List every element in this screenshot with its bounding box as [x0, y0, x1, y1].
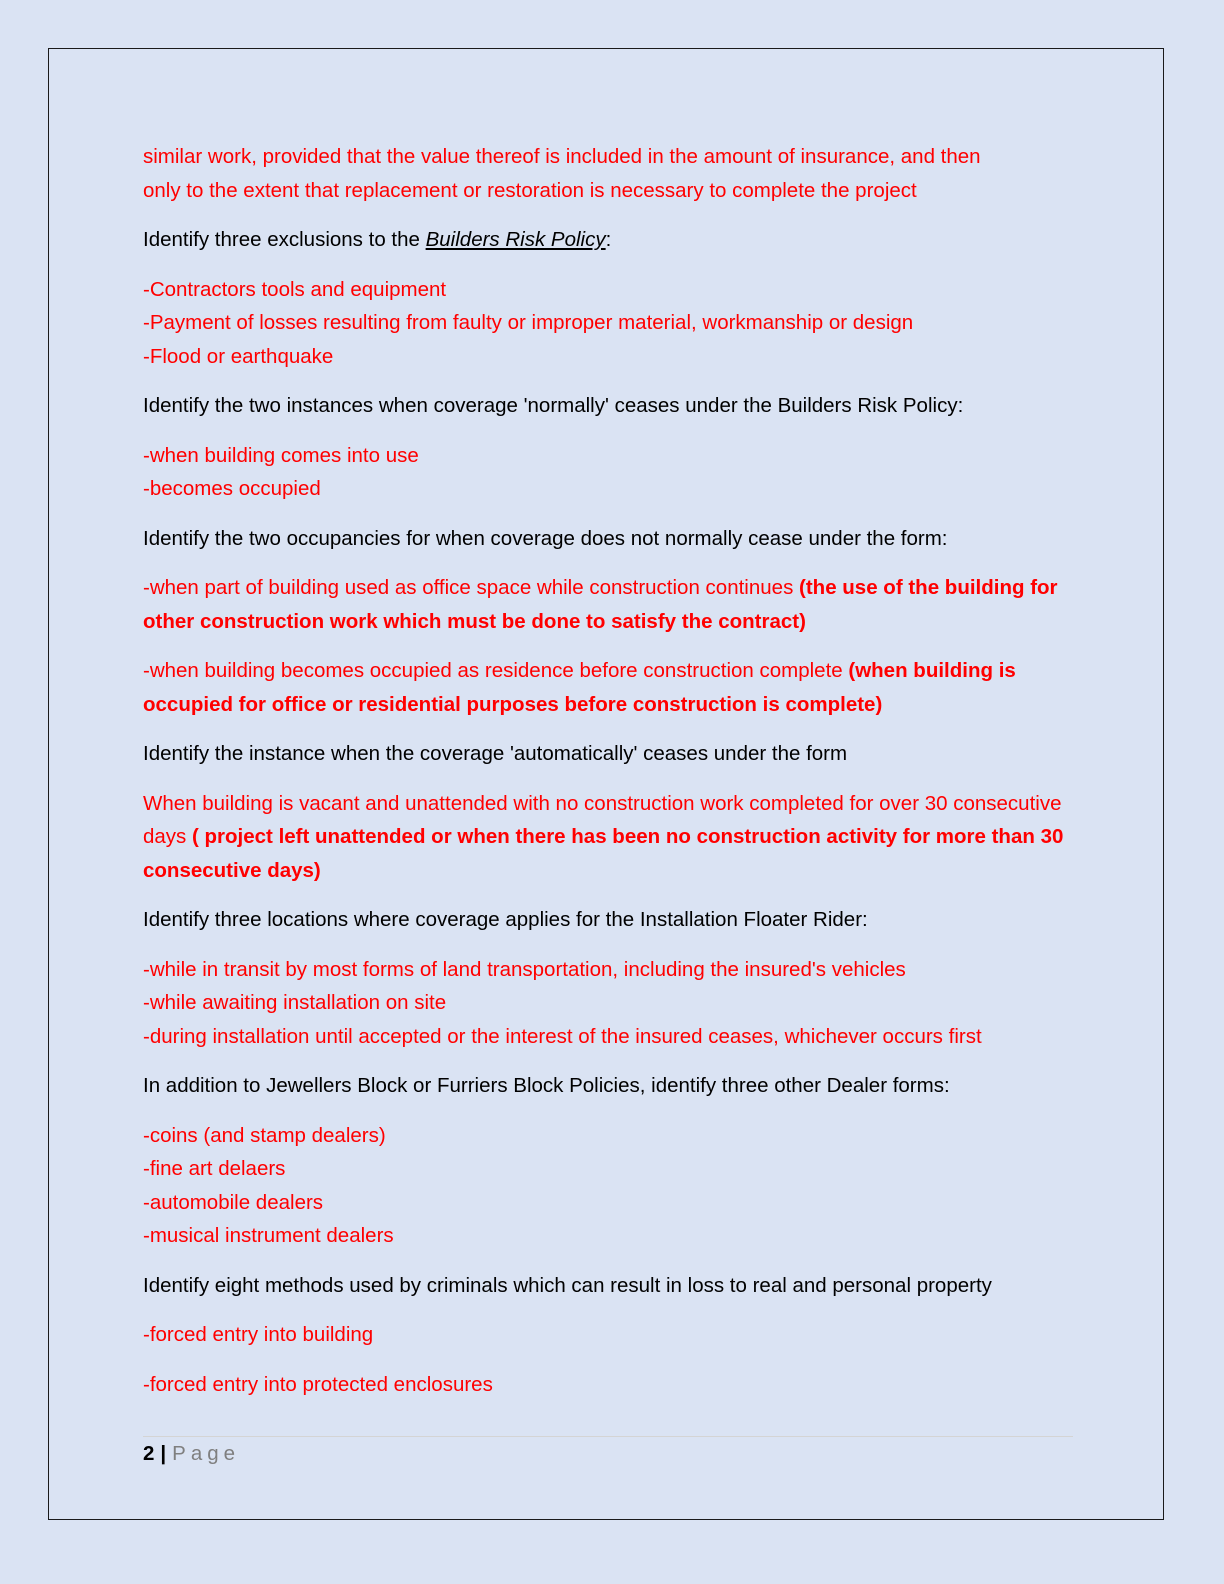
question-occupancies: Identify the two occupancies for when coverage does not normally cease under the form:	[143, 526, 948, 550]
answer-line: -Payment of losses resulting from faulty or improper material, workmanship or design	[143, 311, 914, 334]
answer-line: -when building comes into use	[143, 443, 419, 467]
question-dealer-forms: In addition to Jewellers Block or Furriers Block Policies, identify three other Dealer forms:	[143, 1074, 950, 1097]
answer-line: -becomes occupied	[143, 477, 321, 500]
footer-divider	[143, 1436, 1073, 1437]
question-text: Identify three exclusions to the	[143, 228, 426, 251]
answer-note: ( project left unattended or when there has been no construction activity for more than 30 consecutive days)	[143, 825, 1064, 882]
answer-forced-entry-enclosures: -forced entry into protected enclosures	[143, 1372, 493, 1396]
page-number: 2	[143, 1442, 155, 1465]
text-line: only to the extent that replacement or restoration is necessary to complete the project	[143, 178, 917, 202]
answer-line: -while in transit by most forms of land transportation, including the insured's vehicles	[143, 957, 906, 981]
answer-line: -coins (and stamp dealers)	[143, 1123, 386, 1147]
answer-line: -musical instrument dealers	[143, 1224, 394, 1247]
question-coverage-ceases: Identify the two instances when coverage 'normally' ceases under the Builders Risk Policy:	[143, 394, 964, 417]
question-criminal-methods: Identify eight methods used by criminals which can result in loss to real and personal property	[143, 1273, 992, 1297]
answer-line: -Flood or earthquake	[143, 344, 334, 368]
answer-line: -fine art delaers	[143, 1157, 286, 1180]
answer-text: -when building becomes occupied as residence before construction complete	[143, 659, 849, 682]
question-installation-floater: Identify three locations where coverage applies for the Installation Floater Rider:	[143, 908, 868, 931]
answer-automatic-cease	[143, 787, 1083, 888]
answer-occupancy-office	[143, 571, 1083, 638]
question-exclusions	[143, 223, 1083, 257]
answer-forced-entry-building: -forced entry into building	[143, 1323, 374, 1346]
answer-line: -automobile dealers	[143, 1190, 324, 1214]
answer-line: -while awaiting installation on site	[143, 991, 447, 1014]
page-footer	[143, 1440, 240, 1468]
answer-exclusions	[143, 273, 1083, 374]
answer-text: When building is vacant and unattended with no construction work completed for over 30 consecutive days	[143, 791, 1062, 848]
footer-separator: |	[160, 1442, 167, 1465]
text-line: similar work, provided that the value thereof is included in the amount of insurance, and then	[143, 145, 981, 168]
policy-name: Builders Risk Policy	[425, 228, 606, 251]
answer-note: (the use of the building for other construction work which must be done to satisfy the contract)	[143, 576, 1058, 633]
answer-note: (when building is occupied for office or residential purposes before construction is complete)	[143, 659, 1016, 716]
answer-line: -during installation until accepted or the interest of the insured ceases, whichever occurs first	[143, 1024, 982, 1048]
answer-coverage-ceases	[143, 439, 1083, 506]
answer-dealer-forms	[143, 1119, 1083, 1253]
continuation-paragraph	[143, 140, 1083, 207]
answer-line: -Contractors tools and equipment	[143, 277, 447, 301]
question-suffix: :	[605, 228, 612, 251]
answer-installation-floater	[143, 953, 1083, 1054]
answer-text: -when part of building used as office space while construction continues	[143, 576, 800, 599]
page-label: Page	[172, 1442, 241, 1465]
question-automatic-cease: Identify the instance when the coverage 'automatically' ceases under the form	[143, 742, 848, 765]
answer-occupancy-residence	[143, 654, 1083, 721]
document-body	[143, 140, 1083, 1417]
